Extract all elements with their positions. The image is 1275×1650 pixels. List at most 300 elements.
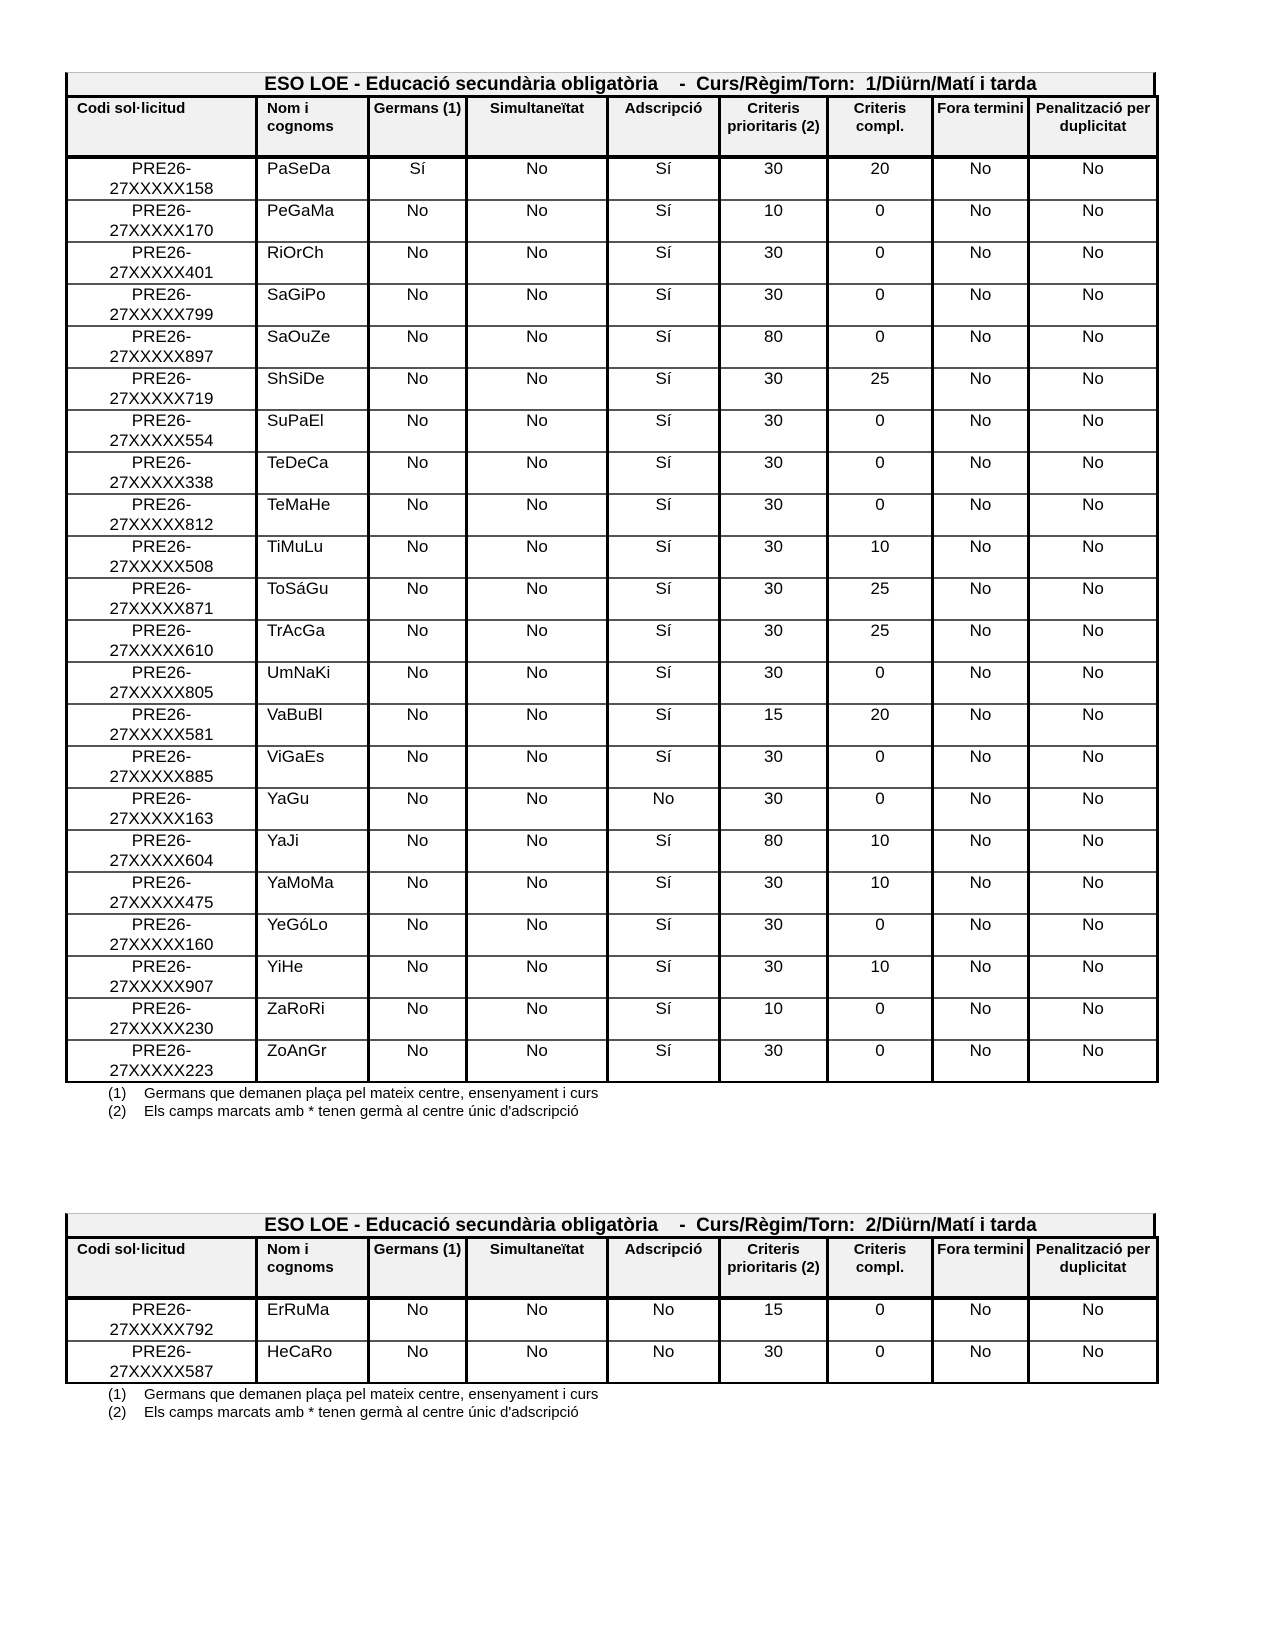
cell-adscripcio: No	[608, 1298, 720, 1341]
code-line-1: PRE26-	[131, 494, 192, 514]
cell-penalitzacio: No	[1029, 452, 1158, 494]
cell-codi	[67, 410, 257, 452]
cell-criteris-compl: 0	[828, 284, 933, 326]
footnote	[108, 1404, 1156, 1422]
cell-codi	[67, 956, 257, 998]
cell-criteris-prioritaris: 10	[720, 998, 828, 1040]
cell-penalitzacio: No	[1029, 157, 1158, 200]
cell-germans: No	[369, 410, 467, 452]
table-row	[67, 452, 1158, 494]
cell-simultaneitat: No	[467, 1341, 608, 1383]
cell-codi	[67, 242, 257, 284]
table-row	[67, 1341, 1158, 1383]
cell-criteris-prioritaris: 30	[720, 452, 828, 494]
cell-germans: No	[369, 326, 467, 368]
cell-simultaneitat: No	[467, 368, 608, 410]
cell-codi	[67, 746, 257, 788]
cell-simultaneitat: No	[467, 914, 608, 956]
code-line-1: PRE26-	[131, 284, 192, 304]
col-header-simultaneitat: Simultaneïtat	[467, 1238, 608, 1298]
code-line-2: 27XXXXX805	[109, 682, 214, 702]
cell-fora-termini: No	[933, 452, 1029, 494]
table-row	[67, 1040, 1158, 1082]
cell-codi	[67, 872, 257, 914]
cell-codi	[67, 1040, 257, 1082]
cell-germans: No	[369, 956, 467, 998]
cell-criteris-prioritaris: 80	[720, 830, 828, 872]
cell-adscripcio: Sí	[608, 872, 720, 914]
code-line-2: 27XXXXX719	[109, 388, 214, 408]
cell-adscripcio: No	[608, 788, 720, 830]
code-line-1: PRE26-	[131, 1341, 192, 1361]
cell-criteris-prioritaris: 30	[720, 1341, 828, 1383]
cell-simultaneitat: No	[467, 872, 608, 914]
cell-criteris-prioritaris: 30	[720, 620, 828, 662]
cell-criteris-prioritaris: 30	[720, 746, 828, 788]
code-line-1: PRE26-	[131, 158, 192, 178]
cell-simultaneitat: No	[467, 620, 608, 662]
cell-criteris-compl: 10	[828, 536, 933, 578]
cell-criteris-compl: 10	[828, 872, 933, 914]
cell-fora-termini: No	[933, 998, 1029, 1040]
cell-germans: No	[369, 662, 467, 704]
cell-adscripcio: Sí	[608, 746, 720, 788]
cell-simultaneitat: No	[467, 1298, 608, 1341]
header-row	[67, 97, 1158, 157]
cell-germans: No	[369, 746, 467, 788]
code-line-1: PRE26-	[131, 200, 192, 220]
cell-simultaneitat: No	[467, 284, 608, 326]
cell-penalitzacio: No	[1029, 1341, 1158, 1383]
code-line-2: 27XXXXX158	[109, 178, 214, 198]
table-row	[67, 914, 1158, 956]
cell-codi	[67, 620, 257, 662]
cell-nom: TeMaHe	[257, 494, 369, 536]
col-header-nom	[257, 97, 369, 157]
cell-criteris-prioritaris: 30	[720, 410, 828, 452]
cell-fora-termini: No	[933, 1341, 1029, 1383]
cell-penalitzacio: No	[1029, 998, 1158, 1040]
cell-adscripcio: Sí	[608, 494, 720, 536]
cell-criteris-compl: 0	[828, 410, 933, 452]
cell-codi	[67, 662, 257, 704]
cell-criteris-prioritaris: 30	[720, 578, 828, 620]
cell-codi	[67, 914, 257, 956]
applications-table	[65, 1236, 1159, 1384]
code-line-2: 27XXXXX581	[109, 724, 214, 744]
table-row	[67, 704, 1158, 746]
cell-simultaneitat: No	[467, 536, 608, 578]
code-line-1: PRE26-	[131, 242, 192, 262]
cell-adscripcio: Sí	[608, 620, 720, 662]
cell-criteris-prioritaris: 30	[720, 494, 828, 536]
cell-germans: No	[369, 998, 467, 1040]
cell-criteris-compl: 20	[828, 157, 933, 200]
cell-penalitzacio: No	[1029, 872, 1158, 914]
cell-criteris-compl: 0	[828, 998, 933, 1040]
footnote-number: (2)	[108, 1102, 127, 1120]
cell-simultaneitat: No	[467, 578, 608, 620]
cell-fora-termini: No	[933, 830, 1029, 872]
cell-nom: ViGaEs	[257, 746, 369, 788]
cell-penalitzacio: No	[1029, 1298, 1158, 1341]
table-title: ESO LOE - Educació secundària obligatòria - Curs/Règim/Torn: 2/Diürn/Matí i tarda	[65, 1213, 1156, 1236]
cell-penalitzacio: No	[1029, 746, 1158, 788]
cell-germans: No	[369, 1298, 467, 1341]
cell-simultaneitat: No	[467, 830, 608, 872]
table-row	[67, 1298, 1158, 1341]
admission-table-block	[65, 72, 1156, 1121]
cell-criteris-compl: 0	[828, 452, 933, 494]
cell-criteris-compl: 0	[828, 1341, 933, 1383]
table-row	[67, 284, 1158, 326]
cell-penalitzacio: No	[1029, 410, 1158, 452]
cell-criteris-prioritaris: 80	[720, 326, 828, 368]
footnotes	[65, 1386, 1156, 1422]
cell-nom: ToSáGu	[257, 578, 369, 620]
cell-criteris-compl: 10	[828, 830, 933, 872]
cell-simultaneitat: No	[467, 242, 608, 284]
code-line-1: PRE26-	[131, 620, 192, 640]
cell-criteris-prioritaris: 15	[720, 1298, 828, 1341]
cell-adscripcio: Sí	[608, 830, 720, 872]
cell-germans: No	[369, 200, 467, 242]
cell-criteris-compl: 0	[828, 200, 933, 242]
cell-fora-termini: No	[933, 704, 1029, 746]
code-line-1: PRE26-	[131, 662, 192, 682]
cell-adscripcio: Sí	[608, 200, 720, 242]
cell-adscripcio: Sí	[608, 1040, 720, 1082]
col-header-fora-termini: Fora termini	[933, 1238, 1029, 1298]
col-header-codi: Codi sol·licitud	[67, 97, 257, 157]
cell-nom: ErRuMa	[257, 1298, 369, 1341]
cell-criteris-prioritaris: 30	[720, 914, 828, 956]
cell-adscripcio: Sí	[608, 914, 720, 956]
code-line-2: 27XXXXX885	[109, 766, 214, 786]
col-header-codi: Codi sol·licitud	[67, 1238, 257, 1298]
cell-fora-termini: No	[933, 872, 1029, 914]
cell-fora-termini: No	[933, 956, 1029, 998]
footnote-text: Germans que demanen plaça pel mateix centre, ensenyament i curs	[144, 1084, 599, 1102]
code-line-2: 27XXXXX401	[109, 262, 214, 282]
cell-nom: SaOuZe	[257, 326, 369, 368]
cell-criteris-compl: 10	[828, 956, 933, 998]
footnote	[108, 1085, 1156, 1103]
col-header-penalitzacio: Penalització per duplicitat	[1029, 1238, 1158, 1298]
cell-penalitzacio: No	[1029, 242, 1158, 284]
cell-fora-termini: No	[933, 368, 1029, 410]
cell-fora-termini: No	[933, 494, 1029, 536]
cell-penalitzacio: No	[1029, 914, 1158, 956]
cell-criteris-compl: 0	[828, 746, 933, 788]
code-line-1: PRE26-	[131, 998, 192, 1018]
cell-nom: SuPaEl	[257, 410, 369, 452]
table-row	[67, 494, 1158, 536]
table-row	[67, 830, 1158, 872]
col-header-criteris-prioritaris: Criteris prioritaris (2)	[720, 97, 828, 157]
table-row	[67, 157, 1158, 200]
code-line-1: PRE26-	[131, 326, 192, 346]
cell-codi	[67, 788, 257, 830]
cell-simultaneitat: No	[467, 410, 608, 452]
cell-criteris-compl: 0	[828, 1040, 933, 1082]
applications-table	[65, 95, 1159, 1083]
code-line-1: PRE26-	[131, 536, 192, 556]
col-header-germans: Germans (1)	[369, 1238, 467, 1298]
cell-codi	[67, 368, 257, 410]
cell-penalitzacio: No	[1029, 326, 1158, 368]
cell-germans: No	[369, 578, 467, 620]
cell-fora-termini: No	[933, 200, 1029, 242]
cell-nom: PaSeDa	[257, 157, 369, 200]
header-row	[67, 1238, 1158, 1298]
code-line-1: PRE26-	[131, 368, 192, 388]
cell-germans: No	[369, 788, 467, 830]
cell-nom: YeGóLo	[257, 914, 369, 956]
code-line-1: PRE26-	[131, 956, 192, 976]
cell-nom: YaMoMa	[257, 872, 369, 914]
cell-simultaneitat: No	[467, 200, 608, 242]
cell-adscripcio: Sí	[608, 662, 720, 704]
cell-adscripcio: Sí	[608, 368, 720, 410]
cell-penalitzacio: No	[1029, 830, 1158, 872]
col-header-nom-label: Nom i cognoms	[267, 100, 334, 135]
cell-adscripcio: Sí	[608, 284, 720, 326]
cell-simultaneitat: No	[467, 788, 608, 830]
cell-germans: No	[369, 704, 467, 746]
table-row	[67, 242, 1158, 284]
cell-codi	[67, 284, 257, 326]
cell-criteris-compl: 25	[828, 578, 933, 620]
table-row	[67, 620, 1158, 662]
cell-criteris-compl: 0	[828, 788, 933, 830]
table-row	[67, 578, 1158, 620]
cell-criteris-prioritaris: 30	[720, 1040, 828, 1082]
cell-nom: VaBuBl	[257, 704, 369, 746]
cell-adscripcio: Sí	[608, 410, 720, 452]
cell-nom: YaJi	[257, 830, 369, 872]
cell-criteris-compl: 0	[828, 242, 933, 284]
cell-criteris-prioritaris: 30	[720, 368, 828, 410]
table-row	[67, 872, 1158, 914]
code-line-2: 27XXXXX223	[109, 1060, 214, 1080]
table-row	[67, 200, 1158, 242]
cell-simultaneitat: No	[467, 956, 608, 998]
cell-fora-termini: No	[933, 746, 1029, 788]
cell-germans: No	[369, 620, 467, 662]
cell-nom: TrAcGa	[257, 620, 369, 662]
cell-germans: No	[369, 284, 467, 326]
col-header-germans: Germans (1)	[369, 97, 467, 157]
cell-fora-termini: No	[933, 242, 1029, 284]
cell-criteris-prioritaris: 10	[720, 200, 828, 242]
footnote	[108, 1103, 1156, 1121]
col-header-nom-label: Nom i cognoms	[267, 1241, 334, 1276]
code-line-2: 27XXXXX907	[109, 976, 214, 996]
footnote-text: Els camps marcats amb * tenen germà al centre únic d'adscripció	[144, 1403, 579, 1421]
cell-criteris-prioritaris: 30	[720, 788, 828, 830]
cell-penalitzacio: No	[1029, 620, 1158, 662]
cell-nom: ShSiDe	[257, 368, 369, 410]
cell-fora-termini: No	[933, 536, 1029, 578]
cell-adscripcio: No	[608, 1341, 720, 1383]
cell-fora-termini: No	[933, 326, 1029, 368]
cell-germans: No	[369, 1341, 467, 1383]
code-line-1: PRE26-	[131, 1040, 192, 1060]
table-row	[67, 998, 1158, 1040]
code-line-1: PRE26-	[131, 788, 192, 808]
code-line-1: PRE26-	[131, 872, 192, 892]
cell-criteris-compl: 25	[828, 368, 933, 410]
cell-simultaneitat: No	[467, 704, 608, 746]
cell-fora-termini: No	[933, 410, 1029, 452]
cell-nom: PeGaMa	[257, 200, 369, 242]
cell-adscripcio: Sí	[608, 536, 720, 578]
cell-germans: No	[369, 536, 467, 578]
cell-simultaneitat: No	[467, 494, 608, 536]
code-line-2: 27XXXXX160	[109, 934, 214, 954]
cell-germans: No	[369, 452, 467, 494]
code-line-1: PRE26-	[131, 704, 192, 724]
footnote	[108, 1386, 1156, 1404]
code-line-2: 27XXXXX170	[109, 220, 214, 240]
cell-simultaneitat: No	[467, 326, 608, 368]
code-line-1: PRE26-	[131, 410, 192, 430]
cell-nom: TiMuLu	[257, 536, 369, 578]
cell-codi	[67, 578, 257, 620]
footnote-number: (2)	[108, 1403, 127, 1421]
footnote-text: Els camps marcats amb * tenen germà al centre únic d'adscripció	[144, 1102, 579, 1120]
code-line-1: PRE26-	[131, 914, 192, 934]
cell-nom: ZoAnGr	[257, 1040, 369, 1082]
code-line-2: 27XXXXX508	[109, 556, 214, 576]
code-line-2: 27XXXXX338	[109, 472, 214, 492]
code-line-2: 27XXXXX230	[109, 1018, 214, 1038]
cell-criteris-prioritaris: 30	[720, 242, 828, 284]
cell-penalitzacio: No	[1029, 536, 1158, 578]
cell-germans: No	[369, 914, 467, 956]
cell-adscripcio: Sí	[608, 704, 720, 746]
cell-adscripcio: Sí	[608, 157, 720, 200]
cell-simultaneitat: No	[467, 452, 608, 494]
code-line-1: PRE26-	[131, 830, 192, 850]
cell-codi	[67, 1298, 257, 1341]
cell-simultaneitat: No	[467, 998, 608, 1040]
table-row	[67, 662, 1158, 704]
cell-fora-termini: No	[933, 914, 1029, 956]
table-title: ESO LOE - Educació secundària obligatòria - Curs/Règim/Torn: 1/Diürn/Matí i tarda	[65, 72, 1156, 95]
code-line-1: PRE26-	[131, 578, 192, 598]
cell-simultaneitat: No	[467, 1040, 608, 1082]
cell-codi	[67, 452, 257, 494]
cell-nom: HeCaRo	[257, 1341, 369, 1383]
cell-criteris-prioritaris: 30	[720, 536, 828, 578]
cell-criteris-prioritaris: 30	[720, 662, 828, 704]
cell-adscripcio: Sí	[608, 998, 720, 1040]
col-header-criteris-prioritaris: Criteris prioritaris (2)	[720, 1238, 828, 1298]
col-header-fora-termini: Fora termini	[933, 97, 1029, 157]
code-line-2: 27XXXXX610	[109, 640, 214, 660]
cell-penalitzacio: No	[1029, 662, 1158, 704]
table-row	[67, 410, 1158, 452]
cell-criteris-compl: 0	[828, 1298, 933, 1341]
cell-adscripcio: Sí	[608, 578, 720, 620]
cell-criteris-prioritaris: 30	[720, 284, 828, 326]
footnote-text: Germans que demanen plaça pel mateix centre, ensenyament i curs	[144, 1385, 599, 1403]
code-line-2: 27XXXXX604	[109, 850, 214, 870]
cell-germans: No	[369, 830, 467, 872]
code-line-2: 27XXXXX792	[109, 1319, 214, 1339]
cell-simultaneitat: No	[467, 746, 608, 788]
cell-nom: SaGiPo	[257, 284, 369, 326]
cell-codi	[67, 704, 257, 746]
cell-codi	[67, 157, 257, 200]
code-line-1: PRE26-	[131, 746, 192, 766]
cell-codi	[67, 536, 257, 578]
cell-nom: TeDeCa	[257, 452, 369, 494]
cell-criteris-compl: 0	[828, 494, 933, 536]
cell-penalitzacio: No	[1029, 494, 1158, 536]
cell-nom: ZaRoRi	[257, 998, 369, 1040]
code-line-1: PRE26-	[131, 1299, 192, 1319]
cell-fora-termini: No	[933, 578, 1029, 620]
cell-adscripcio: Sí	[608, 956, 720, 998]
cell-penalitzacio: No	[1029, 704, 1158, 746]
col-header-nom	[257, 1238, 369, 1298]
cell-penalitzacio: No	[1029, 368, 1158, 410]
code-line-2: 27XXXXX897	[109, 346, 214, 366]
cell-criteris-compl: 20	[828, 704, 933, 746]
code-line-2: 27XXXXX554	[109, 430, 214, 450]
cell-nom: YaGu	[257, 788, 369, 830]
cell-criteris-prioritaris: 30	[720, 157, 828, 200]
cell-penalitzacio: No	[1029, 956, 1158, 998]
cell-germans: No	[369, 242, 467, 284]
table-row	[67, 368, 1158, 410]
col-header-criteris-compl: Criteris compl.	[828, 97, 933, 157]
cell-simultaneitat: No	[467, 662, 608, 704]
cell-criteris-compl: 0	[828, 914, 933, 956]
cell-criteris-prioritaris: 15	[720, 704, 828, 746]
cell-penalitzacio: No	[1029, 284, 1158, 326]
cell-codi	[67, 1341, 257, 1383]
cell-codi	[67, 326, 257, 368]
col-header-adscripcio: Adscripció	[608, 97, 720, 157]
col-header-penalitzacio: Penalització per duplicitat	[1029, 97, 1158, 157]
col-header-simultaneitat: Simultaneïtat	[467, 97, 608, 157]
code-line-2: 27XXXXX475	[109, 892, 214, 912]
footnote-number: (1)	[108, 1385, 127, 1403]
code-line-2: 27XXXXX871	[109, 598, 214, 618]
cell-codi	[67, 998, 257, 1040]
footnotes	[65, 1085, 1156, 1121]
table-row	[67, 746, 1158, 788]
cell-fora-termini: No	[933, 620, 1029, 662]
admission-table-block	[65, 1213, 1156, 1422]
cell-nom: UmNaKi	[257, 662, 369, 704]
cell-fora-termini: No	[933, 284, 1029, 326]
code-line-2: 27XXXXX587	[109, 1361, 214, 1381]
cell-adscripcio: Sí	[608, 242, 720, 284]
cell-simultaneitat: No	[467, 157, 608, 200]
cell-germans: No	[369, 1040, 467, 1082]
table-row	[67, 326, 1158, 368]
code-line-1: PRE26-	[131, 452, 192, 472]
cell-fora-termini: No	[933, 662, 1029, 704]
cell-penalitzacio: No	[1029, 578, 1158, 620]
code-line-2: 27XXXXX812	[109, 514, 214, 534]
cell-adscripcio: Sí	[608, 326, 720, 368]
